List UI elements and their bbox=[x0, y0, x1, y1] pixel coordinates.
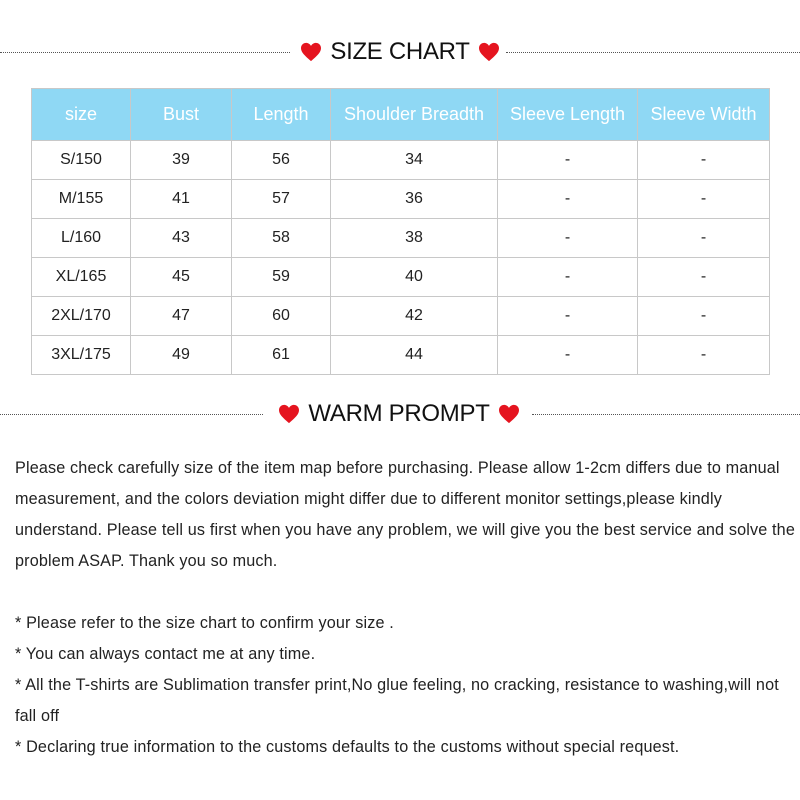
column-header-size: size bbox=[32, 89, 131, 141]
warm-prompt-heading bbox=[0, 394, 800, 434]
table-cell: 61 bbox=[232, 336, 331, 375]
table-cell: 45 bbox=[131, 258, 232, 297]
table-cell: - bbox=[498, 336, 638, 375]
column-header-bust: Bust bbox=[131, 89, 232, 141]
size-chart-title: SIZE CHART bbox=[330, 38, 470, 65]
column-header-sleeve-length: Sleeve Length bbox=[498, 89, 638, 141]
bullet-item: * All the T-shirts are Sublimation transfer print,No glue feeling, no cracking, resistance to washing,will not fall off bbox=[15, 676, 779, 725]
table-cell: 44 bbox=[331, 336, 498, 375]
bullet-item: * Declaring true information to the customs defaults to the customs without special request. bbox=[15, 738, 680, 756]
table-cell: 60 bbox=[232, 297, 331, 336]
table-cell: 39 bbox=[131, 141, 232, 180]
column-header-sleeve-width: Sleeve Width bbox=[638, 89, 770, 141]
dotted-divider bbox=[532, 414, 800, 415]
table-cell: 43 bbox=[131, 219, 232, 258]
table-cell: - bbox=[638, 336, 770, 375]
table-cell: M/155 bbox=[32, 180, 131, 219]
dotted-divider bbox=[506, 52, 800, 53]
table-cell: - bbox=[498, 219, 638, 258]
table-cell: 59 bbox=[232, 258, 331, 297]
heart-icon bbox=[478, 42, 500, 62]
column-header-length: Length bbox=[232, 89, 331, 141]
warm-prompt-title: WARM PROMPT bbox=[308, 400, 490, 427]
table-row bbox=[32, 219, 770, 258]
table-cell: - bbox=[498, 141, 638, 180]
table-cell: L/160 bbox=[32, 219, 131, 258]
table-cell: - bbox=[638, 141, 770, 180]
size-chart-title-wrap bbox=[296, 32, 504, 72]
heart-icon bbox=[300, 42, 322, 62]
column-header-shoulder-breadth: Shoulder Breadth bbox=[331, 89, 498, 141]
table-cell: XL/165 bbox=[32, 258, 131, 297]
notice-paragraph: Please check carefully size of the item map before purchasing. Please allow 1-2cm differs due to manual measurement, and the colors deviation might differ due to different monitor settings,please kindly understand. Please tell us first when you have any problem, we will give you the best service and solve the problem ASAP. Thank you so much. bbox=[15, 459, 795, 570]
warm-prompt-notes bbox=[15, 453, 795, 763]
table-cell: 58 bbox=[232, 219, 331, 258]
table-cell: 38 bbox=[331, 219, 498, 258]
bullet-item: * Please refer to the size chart to confirm your size . bbox=[15, 614, 394, 632]
table-row bbox=[32, 180, 770, 219]
table-cell: - bbox=[638, 297, 770, 336]
paragraph-spacer bbox=[15, 577, 795, 608]
heart-icon bbox=[278, 404, 300, 424]
size-chart-heading bbox=[0, 32, 800, 72]
table-row bbox=[32, 336, 770, 375]
table-row bbox=[32, 141, 770, 180]
table-cell: 3XL/175 bbox=[32, 336, 131, 375]
table-cell: 41 bbox=[131, 180, 232, 219]
warm-prompt-title-wrap bbox=[268, 394, 530, 434]
table-cell: 47 bbox=[131, 297, 232, 336]
table-cell: - bbox=[638, 180, 770, 219]
table-header-row bbox=[32, 89, 770, 141]
table-cell: 34 bbox=[331, 141, 498, 180]
bullet-item: * You can always contact me at any time. bbox=[15, 645, 316, 663]
size-table bbox=[31, 88, 770, 375]
dotted-divider bbox=[0, 414, 263, 415]
table-cell: - bbox=[638, 258, 770, 297]
table-cell: 42 bbox=[331, 297, 498, 336]
table-cell: 40 bbox=[331, 258, 498, 297]
table-cell: 57 bbox=[232, 180, 331, 219]
table-row bbox=[32, 258, 770, 297]
table-cell: - bbox=[498, 297, 638, 336]
table-cell: 49 bbox=[131, 336, 232, 375]
dotted-divider bbox=[0, 52, 290, 53]
table-cell: - bbox=[498, 180, 638, 219]
table-cell: - bbox=[638, 219, 770, 258]
table-cell: 56 bbox=[232, 141, 331, 180]
table-row bbox=[32, 297, 770, 336]
table-cell: 2XL/170 bbox=[32, 297, 131, 336]
table-cell: S/150 bbox=[32, 141, 131, 180]
table-cell: 36 bbox=[331, 180, 498, 219]
heart-icon bbox=[498, 404, 520, 424]
table-cell: - bbox=[498, 258, 638, 297]
